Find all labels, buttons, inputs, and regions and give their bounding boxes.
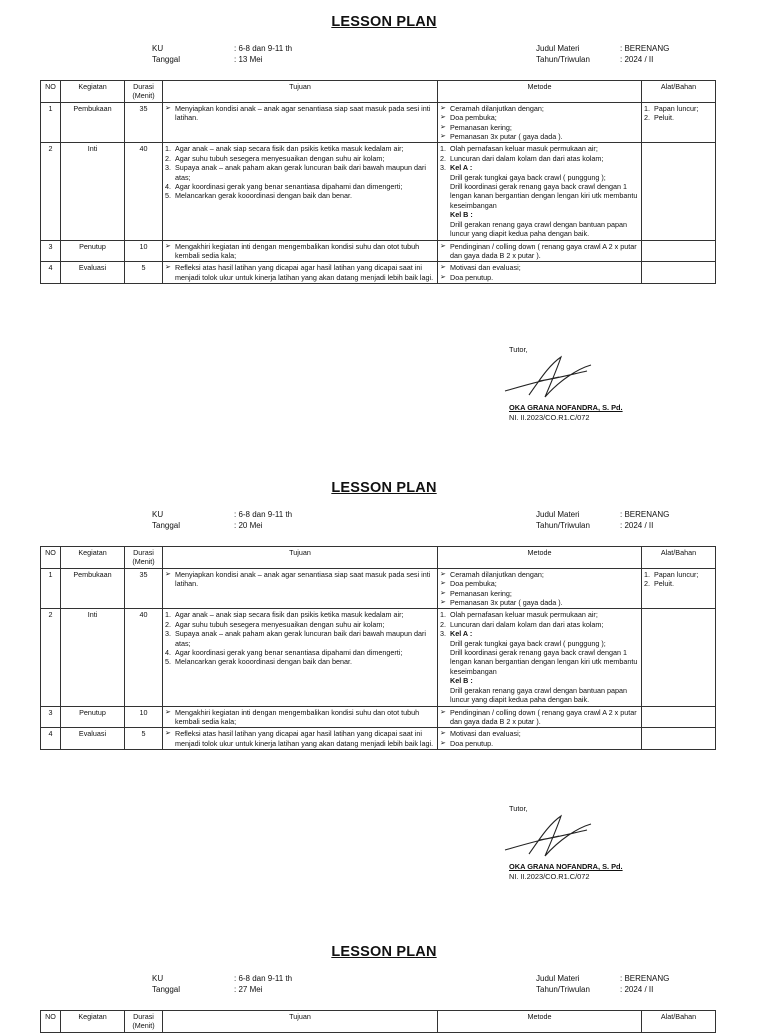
list-item: ➢ Menyiapkan kondisi anak – anak agar senantiasa siap saat masuk pada sesi inti latihan. — [165, 104, 435, 123]
table-row — [41, 706, 716, 728]
table-header-row — [41, 547, 716, 569]
list-item: ➢ Ceramah dilanjutkan dengan; — [440, 104, 639, 113]
metode-line: Drill gerak tungkai gaya back crawl ( punggung ); — [450, 638, 606, 648]
tanggal-value: : 20 Mei — [234, 521, 263, 530]
signature-label: Tutor, — [509, 345, 528, 354]
header-alat: Alat/Bahan — [642, 547, 716, 569]
header-no: NO — [41, 547, 61, 569]
row-alat — [642, 728, 716, 750]
tanggal-label: Tanggal — [152, 521, 181, 530]
row-kegiatan: Evaluasi — [61, 262, 125, 284]
tahun-label: Tahun/Triwulan — [536, 985, 590, 994]
row-kegiatan: Inti — [61, 609, 125, 706]
row-metode — [438, 568, 642, 609]
row-durasi: 40 — [125, 143, 163, 240]
row-tujuan — [163, 102, 438, 143]
header-kegiatan: Kegiatan — [61, 547, 125, 569]
tahun-value: : 2024 / II — [620, 521, 654, 530]
list-item: 2. Agar suhu tubuh sesegera menyesuaikan dengan suhu air kolam; — [165, 153, 385, 163]
row-kegiatan: Pembukaan — [61, 102, 125, 143]
metode-line: Drill koordinasi gerak renang gaya back crawl dengan 1 lengan kanan bergantian dengan lengan kiri utk membantu keseimbangan — [450, 648, 638, 676]
row-metode — [438, 728, 642, 750]
judul-label: Judul Materi — [536, 974, 580, 983]
row-metode — [438, 262, 642, 284]
row-durasi: 5 — [125, 728, 163, 750]
list-item: ➢ Refleksi atas hasil latihan yang dicapai agar hasil latihan yang dicapai saat ini menjadi tolok ukur untuk kinerja latihan yang akan datang menjadi lebih baik lagi. — [165, 729, 435, 748]
row-metode — [438, 609, 642, 706]
row-durasi: 10 — [125, 240, 163, 262]
signature-block — [509, 345, 623, 423]
header-alat: Alat/Bahan — [642, 81, 716, 103]
meta-left — [152, 973, 292, 995]
row-alat — [642, 609, 716, 706]
plan-title: LESSON PLAN — [331, 944, 437, 960]
metode-line: Drill gerak tungkai gaya back crawl ( punggung ); — [450, 172, 606, 182]
list-item: ➢ Mengakhiri kegiatan inti dengan mengembalikan kondisi suhu dan otot tubuh kembali sedia kala; — [165, 242, 435, 261]
list-item: 3. Kel A : — [440, 163, 473, 173]
header-kegiatan: Kegiatan — [61, 81, 125, 103]
header-alat: Alat/Bahan — [642, 1011, 716, 1033]
lesson-plan-3 — [0, 944, 768, 1031]
metode-line: Drill gerakan renang gaya crawl dengan bantuan papan luncur yang diapit kedua paha dengan baik. — [450, 685, 628, 705]
list-item: 1. Agar anak – anak siap secara fisik dan psikis ketika masuk kedalam air; — [165, 144, 404, 154]
list-item: 2. Peluit. — [644, 113, 674, 123]
header-no: NO — [41, 81, 61, 103]
list-item: 2. Peluit. — [644, 579, 674, 589]
header-durasi: Durasi (Menit) — [125, 81, 163, 103]
list-item: ➢ Motivasi dan evaluasi; — [440, 729, 639, 738]
row-durasi: 10 — [125, 706, 163, 728]
list-item: ➢ Refleksi atas hasil latihan yang dicapai agar hasil latihan yang dicapai saat ini menjadi tolok ukur untuk kinerja latihan yang akan datang menjadi lebih baik lagi. — [165, 263, 435, 282]
judul-value: : BERENANG — [620, 974, 670, 983]
meta-right — [536, 509, 669, 531]
row-no: 3 — [41, 240, 61, 262]
row-metode — [438, 102, 642, 143]
row-alat — [642, 240, 716, 262]
lesson-table — [40, 1010, 716, 1033]
list-item: ➢ Pemanasan 3x putar ( gaya dada ). — [440, 132, 639, 141]
metode-line: Kel B : — [450, 210, 473, 220]
judul-label: Judul Materi — [536, 44, 580, 53]
judul-value: : BERENANG — [620, 510, 670, 519]
table-row — [41, 102, 716, 143]
meta-right — [536, 43, 669, 65]
table-header-row — [41, 81, 716, 103]
tanggal-value: : 27 Mei — [234, 985, 263, 994]
list-item: ➢ Pemanasan kering; — [440, 589, 639, 598]
row-alat — [642, 102, 716, 143]
list-item: 1. Olah pernafasan keluar masuk permukaan air; — [440, 144, 598, 154]
list-item: ➢ Doa penutup. — [440, 273, 639, 282]
list-item: 2. Luncuran dari dalam kolam dan dari atas kolam; — [440, 619, 604, 629]
header-metode: Metode — [438, 81, 642, 103]
row-durasi: 35 — [125, 568, 163, 609]
header-tujuan: Tujuan — [163, 547, 438, 569]
row-tujuan — [163, 568, 438, 609]
row-no: 1 — [41, 568, 61, 609]
list-item: 3. Supaya anak – anak paham akan gerak luncuran baik dari bawah maupun dari atas; — [165, 163, 426, 182]
meta-right — [536, 973, 669, 995]
list-item: 2. Luncuran dari dalam kolam dan dari atas kolam; — [440, 153, 604, 163]
list-item: 5. Melancarkan gerak kooordinasi dengan baik dan benar. — [165, 657, 353, 667]
ku-value: : 6-8 dan 9-11 th — [234, 974, 293, 983]
row-kegiatan: Evaluasi — [61, 728, 125, 750]
signature-name: OKA GRANA NOFANDRA, S. Pd. — [509, 862, 623, 871]
row-durasi: 35 — [125, 102, 163, 143]
list-item: 1. Olah pernafasan keluar masuk permukaan air; — [440, 610, 598, 620]
table-header-row — [41, 1011, 716, 1033]
list-item: ➢ Ceramah dilanjutkan dengan; — [440, 570, 639, 579]
row-kegiatan: Pembukaan — [61, 568, 125, 609]
metode-line: Drill gerakan renang gaya crawl dengan bantuan papan luncur yang diapit kedua paha dengan baik. — [450, 219, 628, 239]
row-metode — [438, 240, 642, 262]
row-kegiatan: Penutup — [61, 706, 125, 728]
row-tujuan — [163, 706, 438, 728]
table-row — [41, 143, 716, 240]
list-item: 2. Agar suhu tubuh sesegera menyesuaikan dengan suhu air kolam; — [165, 619, 385, 629]
ku-label: KU — [152, 44, 164, 53]
row-alat — [642, 262, 716, 284]
list-item: 3. Kel A : — [440, 629, 473, 639]
tahun-value: : 2024 / II — [620, 55, 654, 64]
list-item: ➢ Pendinginan / colling down ( renang gaya crawl A 2 x putar dan gaya dada B 2 x putar ). — [440, 242, 639, 261]
table-row — [41, 568, 716, 609]
row-kegiatan: Inti — [61, 143, 125, 240]
signature-id: NI. II.2023/CO.R1.C/072 — [509, 872, 590, 881]
list-item: 4. Agar koordinasi gerak yang benar senantiasa dipahami dan dimengerti; — [165, 648, 403, 658]
tanggal-value: : 13 Mei — [234, 55, 263, 64]
ku-value: : 6-8 dan 9-11 th — [234, 510, 293, 519]
signature-label: Tutor, — [509, 804, 528, 813]
metode-line: Drill koordinasi gerak renang gaya back crawl dengan 1 lengan kanan bergantian dengan lengan kiri utk membantu keseimbangan — [450, 182, 638, 210]
list-item: ➢ Doa pembuka; — [440, 579, 639, 588]
signature-scribble-icon — [499, 351, 599, 401]
list-item: 5. Melancarkan gerak kooordinasi dengan baik dan benar. — [165, 191, 353, 201]
list-item: ➢ Doa pembuka; — [440, 113, 639, 122]
row-tujuan — [163, 728, 438, 750]
plan-title: LESSON PLAN — [331, 14, 437, 30]
row-kegiatan: Penutup — [61, 240, 125, 262]
row-alat — [642, 143, 716, 240]
header-metode: Metode — [438, 547, 642, 569]
row-tujuan — [163, 143, 438, 240]
list-item: ➢ Pemanasan 3x putar ( gaya dada ). — [440, 598, 639, 607]
tahun-value: : 2024 / II — [620, 985, 654, 994]
list-item: ➢ Pemanasan kering; — [440, 123, 639, 132]
header-durasi: Durasi (Menit) — [125, 547, 163, 569]
row-alat — [642, 706, 716, 728]
row-no: 3 — [41, 706, 61, 728]
tahun-label: Tahun/Triwulan — [536, 521, 590, 530]
signature-id: NI. II.2023/CO.R1.C/072 — [509, 413, 590, 422]
list-item: ➢ Pendinginan / colling down ( renang gaya crawl A 2 x putar dan gaya dada B 2 x putar ). — [440, 708, 639, 727]
header-no: NO — [41, 1011, 61, 1033]
header-metode: Metode — [438, 1011, 642, 1033]
row-durasi: 5 — [125, 262, 163, 284]
row-tujuan — [163, 609, 438, 706]
row-metode — [438, 143, 642, 240]
row-metode — [438, 706, 642, 728]
row-no: 2 — [41, 143, 61, 240]
table-row — [41, 262, 716, 284]
list-item: 1. Agar anak – anak siap secara fisik dan psikis ketika masuk kedalam air; — [165, 610, 404, 620]
ku-value: : 6-8 dan 9-11 th — [234, 44, 293, 53]
judul-label: Judul Materi — [536, 510, 580, 519]
tanggal-label: Tanggal — [152, 55, 181, 64]
row-no: 4 — [41, 262, 61, 284]
header-tujuan: Tujuan — [163, 81, 438, 103]
meta-left — [152, 509, 292, 531]
list-item: 3. Supaya anak – anak paham akan gerak luncuran baik dari bawah maupun dari atas; — [165, 629, 426, 648]
signature-block — [509, 804, 623, 882]
row-durasi: 40 — [125, 609, 163, 706]
tanggal-label: Tanggal — [152, 985, 181, 994]
table-row — [41, 728, 716, 750]
ku-label: KU — [152, 974, 164, 983]
table-row — [41, 609, 716, 706]
row-no: 4 — [41, 728, 61, 750]
list-item: ➢ Menyiapkan kondisi anak – anak agar senantiasa siap saat masuk pada sesi inti latihan. — [165, 570, 435, 589]
lesson-table — [40, 546, 716, 750]
row-alat — [642, 568, 716, 609]
list-item: 1. Papan luncur; — [644, 103, 699, 113]
signature-scribble-icon — [499, 810, 599, 860]
list-item: ➢ Mengakhiri kegiatan inti dengan mengembalikan kondisi suhu dan otot tubuh kembali sedia kala; — [165, 708, 435, 727]
ku-label: KU — [152, 510, 164, 519]
tahun-label: Tahun/Triwulan — [536, 55, 590, 64]
row-tujuan — [163, 262, 438, 284]
header-durasi: Durasi (Menit) — [125, 1011, 163, 1033]
judul-value: : BERENANG — [620, 44, 670, 53]
row-no: 1 — [41, 102, 61, 143]
meta-left — [152, 43, 292, 65]
lesson-table — [40, 80, 716, 284]
table-row — [41, 240, 716, 262]
row-tujuan — [163, 240, 438, 262]
plan-title: LESSON PLAN — [331, 480, 437, 496]
header-kegiatan: Kegiatan — [61, 1011, 125, 1033]
list-item: 4. Agar koordinasi gerak yang benar senantiasa dipahami dan dimengerti; — [165, 182, 403, 192]
signature-name: OKA GRANA NOFANDRA, S. Pd. — [509, 403, 623, 412]
metode-line: Kel B : — [450, 676, 473, 686]
list-item: ➢ Motivasi dan evaluasi; — [440, 263, 639, 272]
list-item: 1. Papan luncur; — [644, 569, 699, 579]
list-item: ➢ Doa penutup. — [440, 739, 639, 748]
row-no: 2 — [41, 609, 61, 706]
header-tujuan: Tujuan — [163, 1011, 438, 1033]
